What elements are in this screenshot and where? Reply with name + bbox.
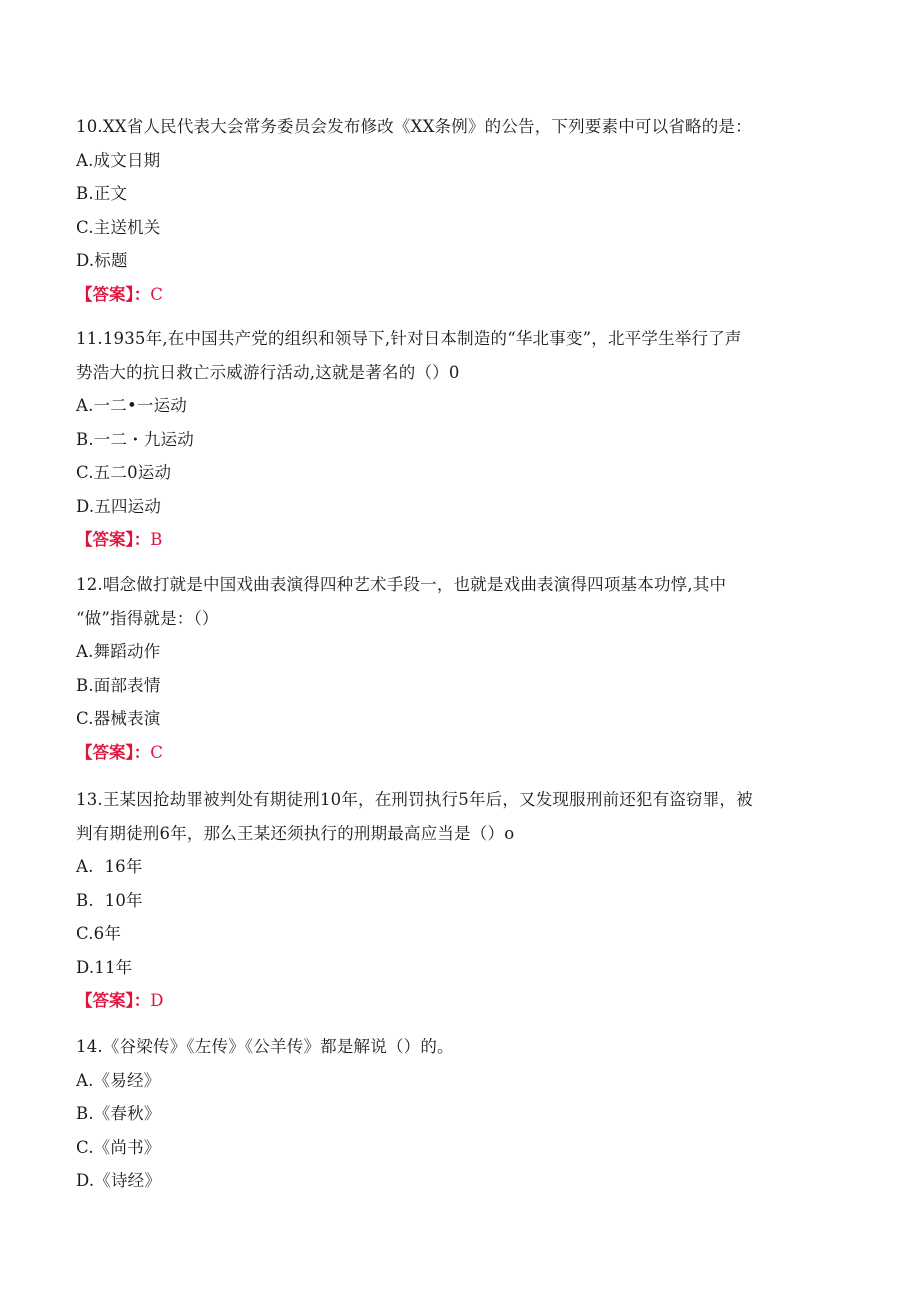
question-10 xyxy=(76,110,846,311)
answer-line xyxy=(76,984,846,1018)
option-d: D.标题 xyxy=(76,251,128,270)
option-d: D.《诗经》 xyxy=(76,1171,162,1190)
option-b: B.面部表情 xyxy=(76,675,161,695)
option-d: D.11年 xyxy=(76,957,133,977)
option-a: A.一二•一运动 xyxy=(76,396,187,415)
question-stem-line-1: 13.王某因抢劫罪被判处有期徒刑10年，在刑罚执行5年后，又发现服刑前还犯有盗窃罪，被 xyxy=(76,790,753,809)
option-c: C.《尚书》 xyxy=(76,1137,161,1157)
option-b: B. 10年 xyxy=(76,890,143,910)
option-a: A. 16年 xyxy=(76,857,143,876)
option-b: B.正文 xyxy=(76,184,128,203)
option-c: C.器械表演 xyxy=(76,709,161,728)
option-d: D.五四运动 xyxy=(76,496,162,516)
question-11 xyxy=(76,322,846,557)
option-b: B.《春秋》 xyxy=(76,1104,161,1123)
question-stem: 14.《谷梁传》《左传》《公羊传》都是解说（）的。 xyxy=(76,1037,454,1056)
option-c: C.五二0运动 xyxy=(76,463,172,482)
option-a: A.成文日期 xyxy=(76,150,161,170)
answer-label: 【答案】： xyxy=(76,284,151,304)
option-c: C.6年 xyxy=(76,924,122,943)
option-c: C.主送机关 xyxy=(76,217,161,237)
question-stem-line-2: 判有期徒刑6年，那么王某还须执行的刑期最高应当是（）o xyxy=(76,823,515,843)
answer-value: C xyxy=(150,284,163,304)
question-stem: 10.XX省人民代表大会常务委员会发布修改《XX条例》的公告，下列要素中可以省略的是： xyxy=(76,117,752,136)
option-a: A.《易经》 xyxy=(76,1070,161,1090)
question-stem-line-2: 势浩大的抗日救亡示威游行活动,这就是著名的（）0 xyxy=(76,362,460,382)
answer-value: D xyxy=(150,991,164,1010)
question-stem-line-1: 11.1935年,在中国共产党的组织和领导下,针对日本制造的“华北事变”，北平学生举行了声 xyxy=(76,329,742,348)
question-12 xyxy=(76,568,846,769)
answer-value: C xyxy=(150,742,163,762)
answer-label: 【答案】： xyxy=(76,530,151,549)
question-14 xyxy=(76,1030,846,1198)
answer-value: B xyxy=(150,530,163,549)
question-stem-line-1: 12.唱念做打就是中国戏曲表演得四种艺术手段一，也就是戏曲表演得四项基本功惇,其中 xyxy=(76,575,727,594)
question-13 xyxy=(76,783,846,1018)
option-b: B.一二・九运动 xyxy=(76,429,194,449)
option-a: A.舞蹈动作 xyxy=(76,642,161,661)
answer-line xyxy=(76,736,846,770)
answer-label: 【答案】： xyxy=(76,742,151,762)
answer-label: 【答案】： xyxy=(76,991,151,1010)
answer-line xyxy=(76,278,846,312)
question-stem-line-2: “做”指得就是：（） xyxy=(76,608,219,628)
answer-line xyxy=(76,523,846,557)
